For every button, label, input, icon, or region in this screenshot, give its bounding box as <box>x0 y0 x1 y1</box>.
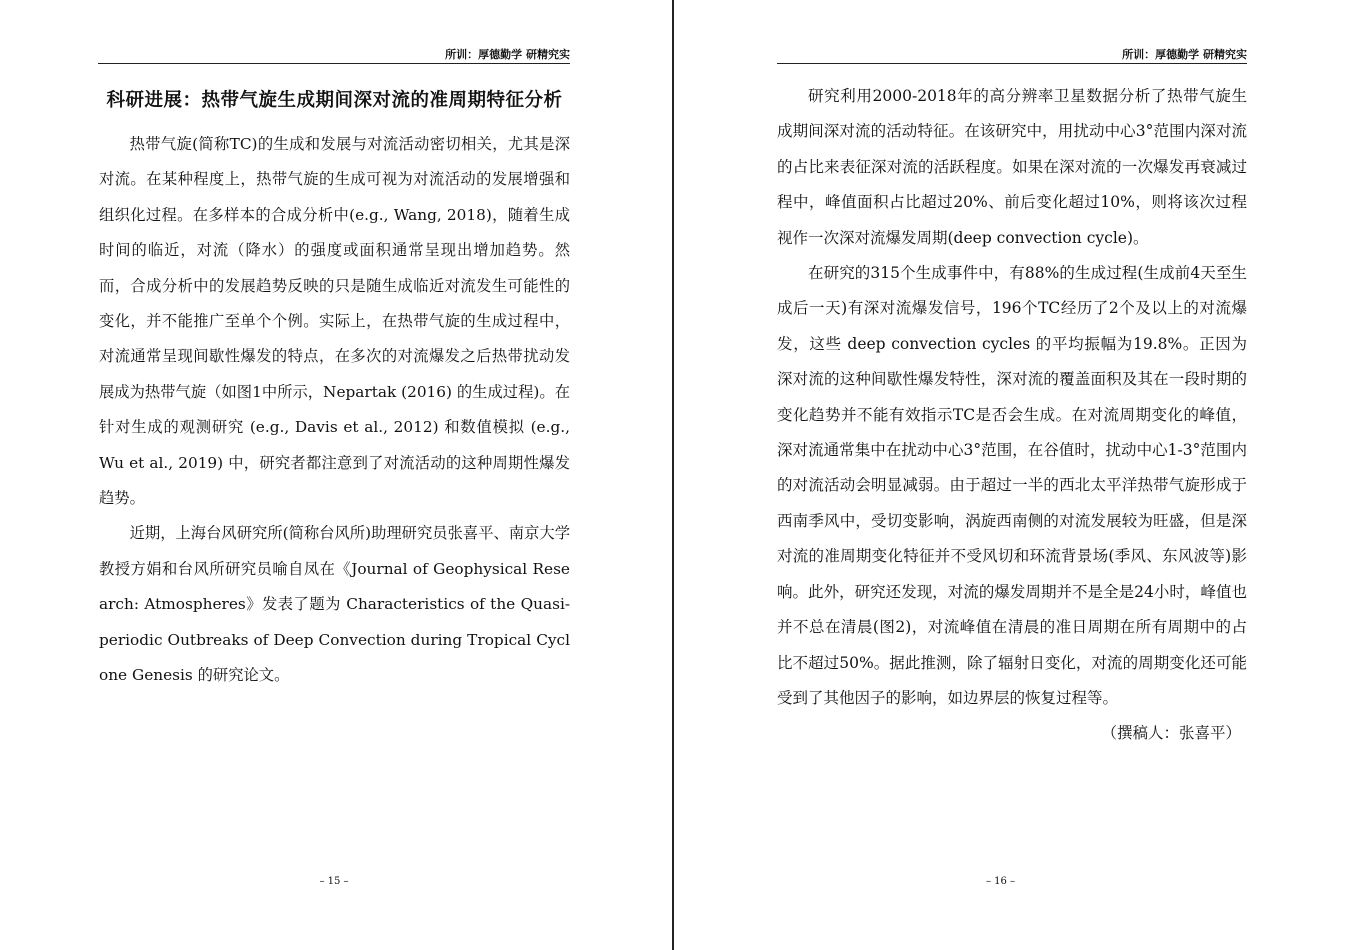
right-page-content <box>777 79 1247 752</box>
paragraph: 近期，上海台风研究所(简称台风所)助理研究员张喜平、南京大学教授方娟和台风所研究员喻自凤在《Journal of Geophysical Research: Atmospheres》发表了题为 Characteristics of the Quasi‐periodic Outbreaks of Deep Convection during Tropical Cyclone Genesis 的研究论文。 <box>99 524 570 685</box>
right-page <box>675 0 1346 950</box>
paragraph: 研究利用2000-2018年的高分辨率卫星数据分析了热带气旋生成期间深对流的活动特征。在该研究中，用扰动中心3°范围内深对流的占比来表征深对流的活跃程度。如果在深对流的一次爆发再衰减过程中，峰值面积占比超过20%、前后变化超过10%，则将该次过程视作一次深对流爆发周期(deep convection cycle)。 <box>777 87 1247 247</box>
running-head: 所训：厚德勤学 研精究实 <box>98 47 570 64</box>
paragraph: 热带气旋(简称TC)的生成和发展与对流活动密切相关，尤其是深对流。在某种程度上，热带气旋的生成可视为对流活动的发展增强和组织化过程。在多样本的合成分析中(e.g., Wang, 2018)，随着生成时间的临近，对流（降水）的强度或面积通常呈现出增加趋势。然而，合成分析中的发展趋势反映的只是随生成临近对流发生可能性的变化，并不能推广至单个个例。实际上，在热带气旋的生成过程中，对流通常呈现间歇性爆发的特点，在多次的对流爆发之后热带扰动发展成为热带气旋（如图1中所示，Nepartak (2016) 的生成过程)。在针对生成的观测研究 (e.g., Davis et al., 2012) 和数值模拟 (e.g., Wu et al., 2019) 中，研究者都注意到了对流活动的这种周期性爆发趋势。 <box>99 135 570 508</box>
paragraph: 在研究的315个生成事件中，有88%的生成过程(生成前4天至生成后一天)有深对流爆发信号，196个TC经历了2个及以上的对流爆发，这些 deep convection cycles 的平均振幅为19.8%。正因为深对流的这种间歇性爆发特性，深对流的覆盖面积及其在一段时期的变化趋势并不能有效指示TC是否会生成。在对流周期变化的峰值，深对流通常集中在扰动中心3°范围，在谷值时，扰动中心1-3°范围内的对流活动会明显减弱。由于超过一半的西北太平洋热带气旋形成于西南季风中，受切变影响，涡旋西南侧的对流发展较为旺盛，但是深对流的准周期变化特征并不受风切和环流背景场(季风、东风波等)影响。此外，研究还发现，对流的爆发周期并不是全是24小时，峰值也并不总在清晨(图2)，对流峰值在清晨的准日周期在所有周期中的占比不超过50%。据此推测，除了辐射日变化，对流的周期变化还可能受到了其他因子的影响，如边界层的恢复过程等。 <box>777 264 1247 707</box>
article-title: 科研进展：热带气旋生成期间深对流的准周期特征分析 <box>106 90 563 111</box>
running-head: 所训：厚德勤学 研精究实 <box>777 47 1247 64</box>
left-page <box>0 0 672 950</box>
page-number: – 15 – <box>319 876 349 887</box>
author-credit: （撰稿人：张喜平） <box>1101 724 1241 743</box>
page-number: – 16 – <box>985 876 1016 887</box>
page-divider <box>672 0 674 950</box>
left-page-content <box>99 79 570 694</box>
